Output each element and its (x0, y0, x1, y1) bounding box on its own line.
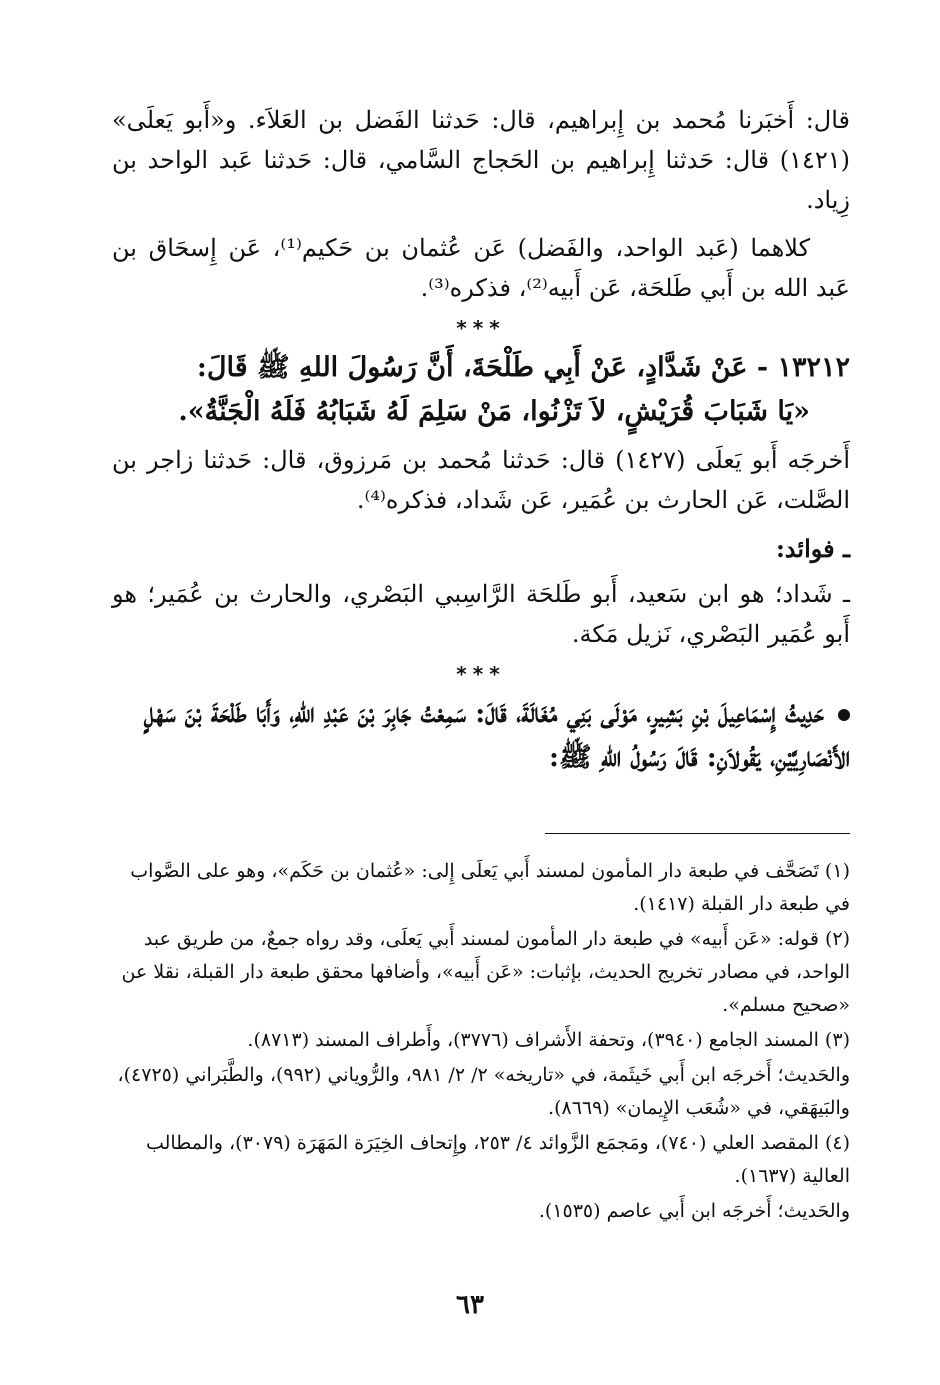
footnote-4: (٤) المقصد العلي (٧٤٠)، ومَجمَع الزَّوائد ٤/ ٢٥٣، وإِتحاف الخِيَرَة المَهَرَة (٣٠٧٩)، والمطالب العالية (١٦٣٧). (145, 1132, 850, 1187)
fawaid-heading: ـ فوائد: (775, 534, 850, 563)
bullet-hadith (112, 692, 850, 780)
paragraph-isnad-1: قال: أَخبَرنا مُحمد بن إِبراهيم، قال: حَدثنا الفَضل بن العَلاَء. و«أَبو يَعلَى» (١٤٢١) قال: حَدثنا إِبراهيم بن الحَجاج السَّامي، قال: حَدثنا عَبد الواحد بن زِياد. (112, 106, 850, 214)
footnote-2: (٢) قوله: «عَن أَبيه» في طبعة دار المأمون لمسند أَبي يَعلَى، وقد رواه جمعٌ، من طريق عبد الواحد، في مصادر تخريج الحديث، بإثبات: «عَن أَبيه»، وأضافها محقق طبعة دار القبلة، نقلا عن «صحيح مسلم». (121, 928, 850, 1016)
bullet-hadith-text: حَدِيثُ إِسْمَاعِيلَ بْنِ بَشِيرٍ، مَوْلَى بَنِي مُغَالَةَ، قَالَ: سَمِعْتُ جَابِرَ بْنَ عَبْدِ اللهِ، وَأَبَا طَلْحَةَ بْنَ سَهْلٍ الأَنْصَارِيَّيْنِ، يَقُولاَنِ: قَالَ رَسُولُ اللهِ ﷺ: (143, 698, 850, 773)
section-separator-2: *** (456, 662, 506, 686)
footnotes (112, 855, 850, 1230)
paragraph-takhrij: أَخرجَه أَبو يَعلَى (١٤٢٧) قال: حَدثنا مُحمد بن مَرزوق، قال: حَدثنا زاجر بن الصَّلت، عَن الحارث بن عُمَير، عَن شَداد، فذكره⁽⁴⁾. (112, 446, 850, 514)
footnote-3: (٣) المسند الجامع (٣٩٤٠)، وتحفة الأَشراف (٣٧٧٦)، وأَطراف المسند (٨٧١٣). (247, 1029, 850, 1051)
hadith-text: «يَا شَبَابَ قُرَيْشٍ، لاَ تَزْنُوا، مَنْ سَلِمَ لَهُ شَبَابُهُ فَلَهُ الْجَنَّةُ». (178, 396, 810, 427)
footnote-divider (545, 833, 850, 834)
section-separator: *** (456, 316, 506, 340)
fawaid-text: ـ شَداد؛ هو ابن سَعيد، أَبو طَلحَة الرَّاسِبي البَصْري، والحارث بن عُمَير؛ هو أَبو عُمَير البَصْري، نَزيل مَكة. (112, 580, 850, 648)
bullet-icon (838, 709, 850, 721)
hadith-number-line: ١٣٢١٢ - عَنْ شَدَّادٍ، عَنْ أَبِي طَلْحَةَ، أَنَّ رَسُولَ اللهِ ﷺ قَالَ: (196, 352, 850, 383)
footnote-1: (١) تَصَحَّف في طبعة دار المأمون لمسند أَبي يَعلَى إِلى: «عُثمان بن حَكَم»، وهو على الصَّواب في طبعة دار القبلة (١٤١٧). (130, 860, 850, 915)
footnote-4-continued: والحَديث؛ أَخرجَه ابن أَبي عاصم (١٥٣٥). (538, 1200, 850, 1222)
paragraph-isnad-2: كلاهما (عَبد الواحد، والفَضل) عَن عُثمان بن حَكيم⁽¹⁾، عَن إِسحَاق بن عَبد الله بن أَبي طَلحَة، عَن أَبيه⁽²⁾، فذكره⁽³⁾. (112, 234, 850, 302)
main-text (112, 100, 850, 780)
page-number: ٦٣ (456, 1290, 484, 1320)
footnote-3-continued: والحَديث؛ أَخرجَه ابن أَبي خَيثَمة، في «تاريخه» ٢/ ٢/ ٩٨١، والرُّوياني (٩٩٢)، والطَّبَراني (٤٧٢٥)، والبَيهَقي، في «شُعَب الإِيمان» (٨٦٦٩). (117, 1064, 850, 1119)
